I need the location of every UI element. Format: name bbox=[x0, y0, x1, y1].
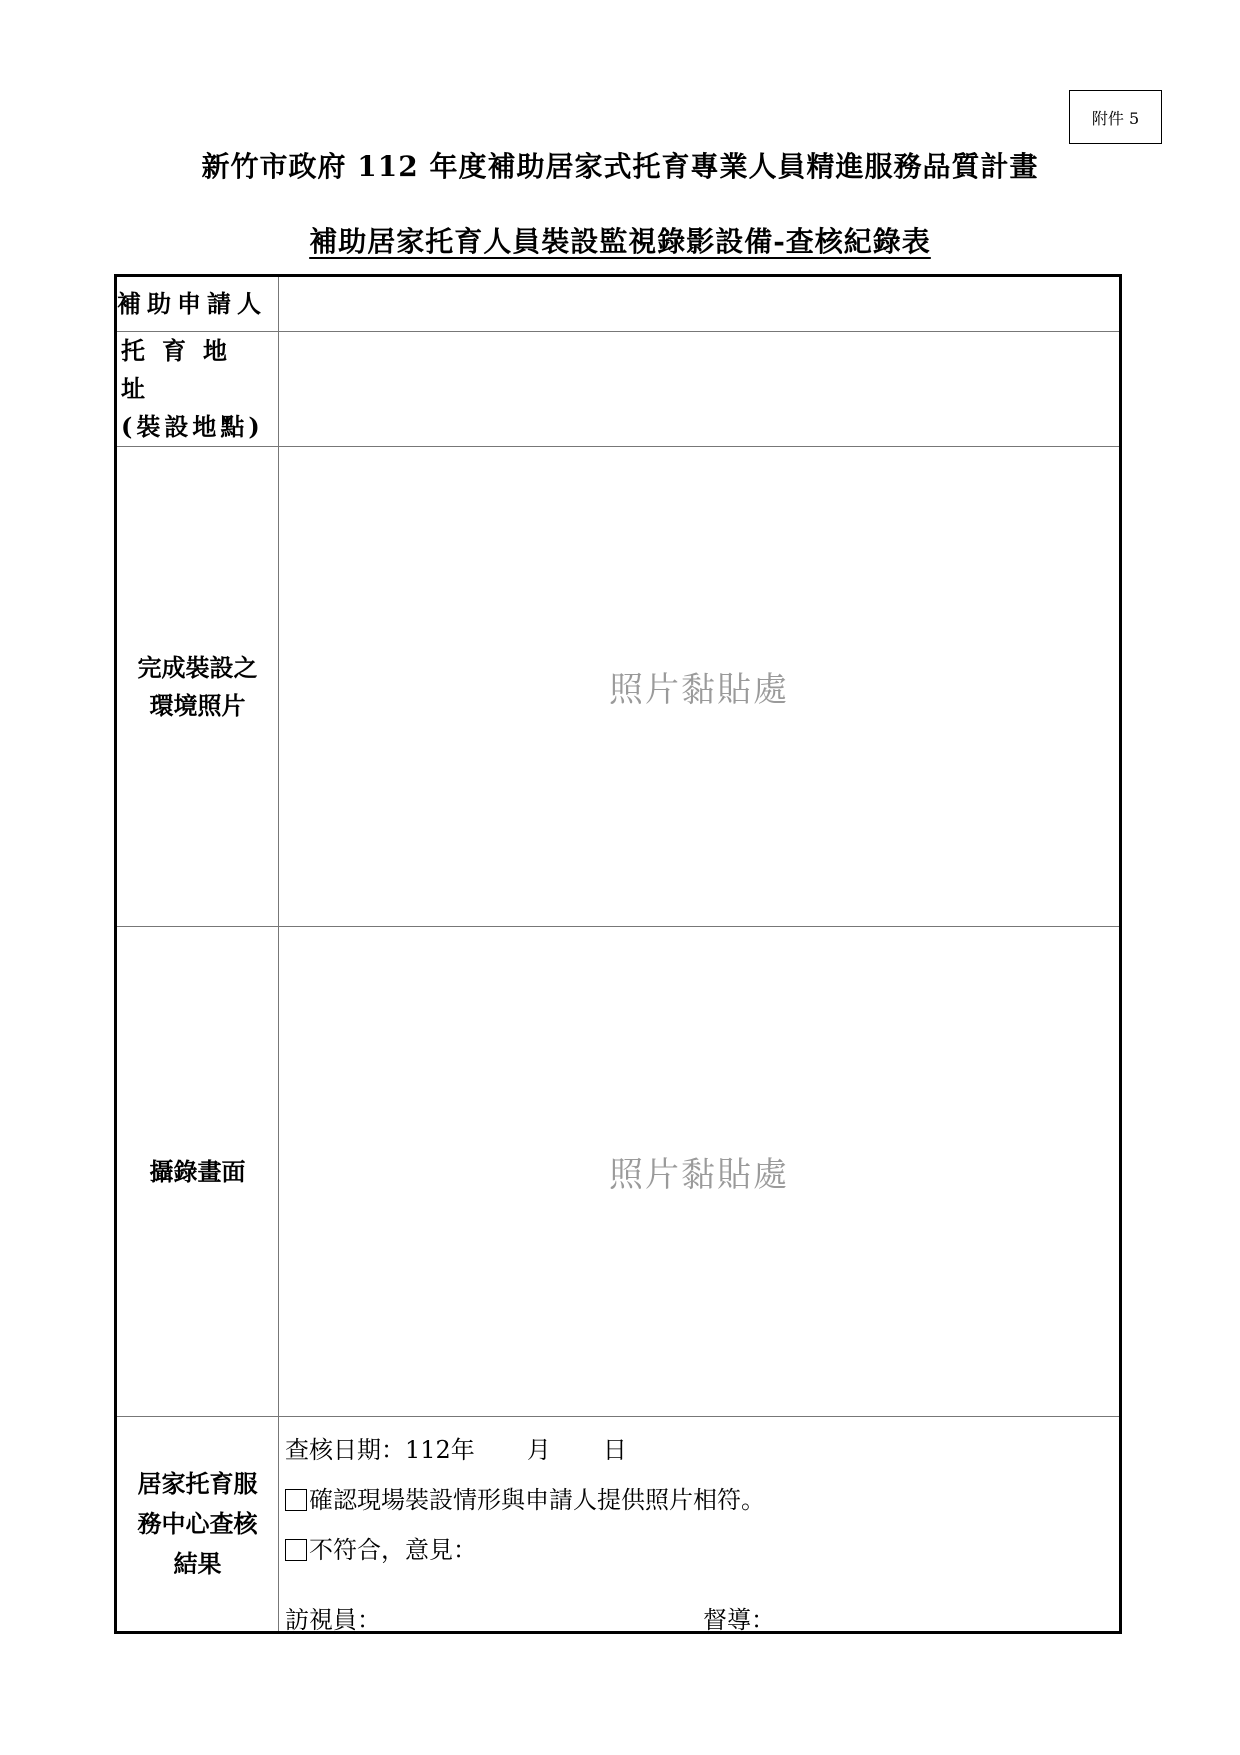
attachment-text: 附件 5 bbox=[1091, 108, 1140, 128]
result-label-line3: 結果 bbox=[173, 1549, 222, 1578]
environment-photo-label-line2: 環境照片 bbox=[149, 690, 246, 720]
address-label bbox=[116, 332, 279, 447]
attachment-label bbox=[1069, 90, 1162, 144]
footage-row bbox=[116, 927, 1121, 1417]
inspection-date-prefix: 查核日期：112年 bbox=[285, 1436, 475, 1464]
applicant-label: 補助申請人 bbox=[116, 276, 279, 332]
environment-photo-label bbox=[116, 447, 279, 927]
inspection-form-table bbox=[114, 274, 1122, 1634]
result-content bbox=[279, 1417, 1121, 1633]
match-checkbox[interactable] bbox=[285, 1489, 307, 1511]
inspection-date-day[interactable]: 日 bbox=[602, 1436, 627, 1464]
inspection-date-line bbox=[285, 1425, 1119, 1475]
mismatch-checkbox[interactable] bbox=[285, 1539, 307, 1561]
photo-placeholder-text: 照片黏貼處 bbox=[609, 1155, 789, 1195]
footage-photo-area[interactable] bbox=[279, 927, 1121, 1417]
signature-line bbox=[285, 1595, 1085, 1645]
form-subtitle: 補助居家托育人員裝設監視錄影設備-查核紀錄表 bbox=[309, 225, 931, 258]
result-row bbox=[116, 1417, 1121, 1633]
option-mismatch-text: 不符合，意見： bbox=[309, 1536, 477, 1564]
applicant-row bbox=[116, 276, 1121, 332]
environment-photo-area[interactable] bbox=[279, 447, 1121, 927]
result-label-line2: 務中心查核 bbox=[137, 1509, 258, 1538]
environment-photo-row bbox=[116, 447, 1121, 927]
address-label-line1: 托育地址 bbox=[121, 336, 244, 403]
address-value-field[interactable] bbox=[279, 332, 1121, 447]
supervisor-label: 督導： bbox=[703, 1606, 775, 1634]
environment-photo-label-line1: 完成裝設之 bbox=[137, 652, 258, 682]
option-match-line bbox=[285, 1475, 1119, 1525]
page-title: 新竹市政府 112 年度補助居家式托育專業人員精進服務品質計畫 bbox=[201, 150, 1039, 183]
applicant-value-field[interactable] bbox=[279, 276, 1121, 332]
result-label-line1: 居家托育服 bbox=[137, 1469, 258, 1498]
photo-placeholder-text: 照片黏貼處 bbox=[609, 670, 789, 710]
option-mismatch-line bbox=[285, 1525, 1119, 1575]
address-label-line2: (裝設地點) bbox=[121, 412, 264, 441]
footage-label: 攝錄畫面 bbox=[116, 927, 279, 1417]
visitor-label: 訪視員： bbox=[285, 1606, 381, 1634]
result-label bbox=[116, 1417, 279, 1633]
option-match-text: 確認現場裝設情形與申請人提供照片相符。 bbox=[309, 1486, 765, 1514]
inspection-date-month[interactable]: 月 bbox=[526, 1436, 551, 1464]
address-row bbox=[116, 332, 1121, 447]
